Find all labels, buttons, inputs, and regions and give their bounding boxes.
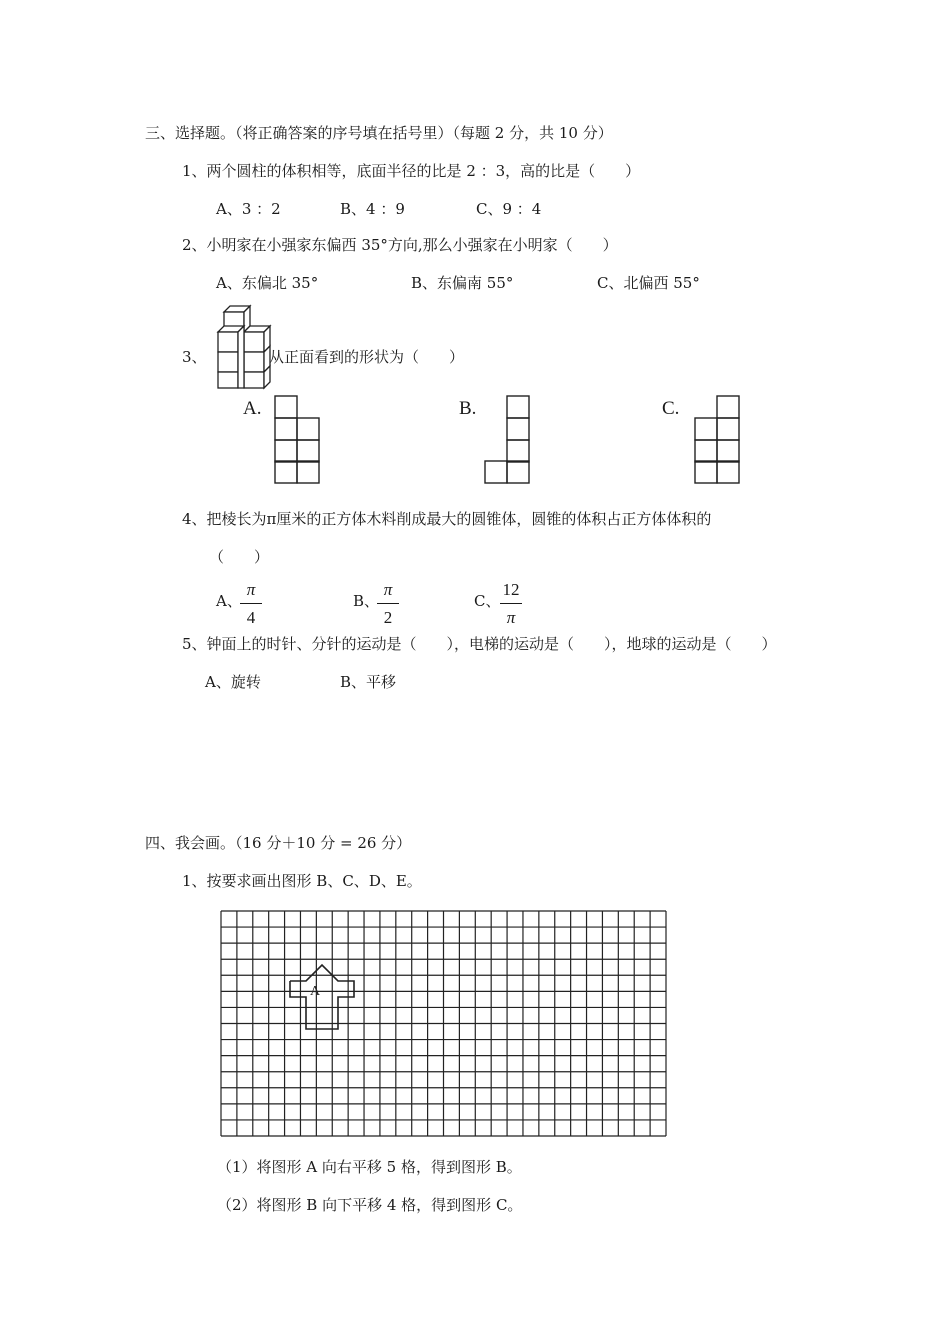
q1-option-c: C、9 ：4 (476, 200, 542, 218)
question-4-blank: （ ） (209, 548, 270, 566)
q3-option-c-shape (694, 395, 740, 485)
q3-option-b-shape (484, 395, 530, 485)
q4-option-a-denominator: 4 (246, 608, 256, 627)
q3-option-a-shape (274, 395, 320, 485)
section-4-question-1-stem: 1、按要求画出图形 B、C、D、E。 (182, 872, 422, 890)
q4-option-c-fraction (500, 580, 522, 628)
q3-option-b-label: B. (459, 398, 477, 419)
q1-option-a: A、3 ：2 (216, 200, 281, 218)
section-4-heading: 四、我会画。（16 分＋10 分 = 26 分） (145, 834, 412, 852)
question-5-stem: 5、钟面上的时针、分针的运动是（ ），电梯的运动是（ ），地球的运动是（ ） (182, 635, 777, 653)
q4-option-b-numerator: π (383, 580, 393, 599)
q5-option-b: B、平移 (340, 673, 397, 691)
q1-option-b: B、4 ：9 (340, 200, 405, 218)
cube-stack-figure (214, 302, 274, 392)
shape-a-label: A (310, 984, 321, 999)
q4-option-b-prefix: B、 (353, 592, 380, 610)
q4-option-c-prefix: C、 (474, 592, 501, 610)
q5-option-a: A、旋转 (205, 673, 261, 691)
question-4-stem: 4、把棱长为π厘米的正方体木料削成最大的圆锥体，圆锥的体积占正方体体积的 (182, 510, 712, 528)
q4-option-a-fraction (240, 580, 262, 628)
drawing-grid (220, 910, 667, 1137)
question-3-number: 3、 (182, 348, 207, 366)
q4-option-c-numerator: 12 (502, 580, 520, 599)
q4-option-b-fraction (377, 580, 399, 628)
q3-option-a-label: A. (243, 398, 262, 419)
q4-option-a-numerator: π (246, 580, 256, 599)
q3-option-c-label: C. (662, 398, 680, 419)
grid-step-1: （1）将图形 A 向右平移 5 格，得到图形 B。 (217, 1158, 522, 1176)
q2-option-a: A、东偏北 35° (216, 274, 319, 292)
grid-step-2: （2）将图形 B 向下平移 4 格，得到图形 C。 (217, 1196, 523, 1214)
question-3-stem: 从正面看到的形状为（ ） (269, 348, 465, 366)
q4-option-b-denominator: 2 (383, 608, 393, 627)
q4-option-a-prefix: A、 (216, 592, 242, 610)
shape-a (290, 965, 354, 1029)
question-2-stem: 2、小明家在小强家东偏西 35°方向,那么小强家在小明家（ ） (182, 236, 618, 254)
q2-option-c: C、北偏西 55° (597, 274, 700, 292)
section-3-heading: 三、选择题。（将正确答案的序号填在括号里）（每题 2 分，共 10 分） (145, 124, 613, 142)
q2-option-b: B、东偏南 55° (411, 274, 514, 292)
question-1-stem: 1、两个圆柱的体积相等，底面半径的比是 2 ：3，高的比是（ ） (182, 162, 641, 180)
q4-option-c-denominator: π (506, 608, 516, 627)
